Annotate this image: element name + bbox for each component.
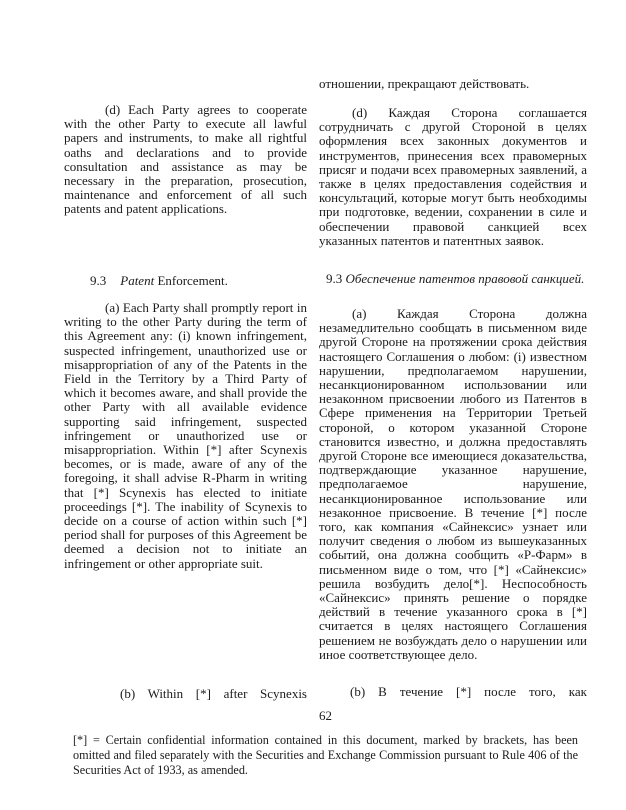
russian-section-title-italic: Обеспечение патентов правовой санкцией.	[345, 271, 585, 286]
english-paragraph-a: (a) Each Party shall promptly report in writing to the other Party during the term of this Agreement any: (i) known infringement, suspected infringement, unauthorized use or misappropriation of any of the Patents in the Field in the Territory by a Third Party of which it becomes aware, and shall provide the other Party with all available evidence supporting said infringement, suspected infringement or unauthorized use or misappropriation. Within [*] after Scynexis becomes, or is made, aware of any of the foregoing, it shall advise R-Pharm in writing that [*] Scynexis has elected to initiate proceedings [*]. The inability of Scynexis to decide on a course of action within such [*] period shall for purposes of this Agreement be deemed a decision not to initiate an infringement or other appropriate suit.	[64, 300, 307, 571]
russian-section-number: 9.3	[326, 271, 343, 286]
confidentiality-footnote: [*] = Certain confidential information contained in this document, marked by brackets, has been omitted and filed separately with the Securities and Exchange Commission pursuant to Rule 406 of the Securities Act of 1933, as amended.	[73, 733, 578, 777]
russian-paragraph-a: (a) Каждая Сторона должна незамедлительно сообщать в письменном виде другой Стороне на протяжении срока действия настоящего Соглашения о любом: (i) известном нарушении, предполагаемом нарушении, несанкционированном использовании или незаконном присвоении любого из Патентов в Сфере применения на Территории Третьей стороной, о котором указанной Стороне становится известно, и должна предоставлять другой Стороне все имеющиеся доказательства, подтверждающие указанное нарушение, предполагаемое нарушение, несанкционированное использование или незаконное присвоение. В течение [*] после того, как компания «Сайнексис» узнает или получит сведения о любом из вышеуказанных событий, она должна сообщить «Р-Фарм» в письменном виде о том, что [*] «Сайнексис» решила возбудить дело[*]. Неспособность «Сайнексис» принять решение о порядке действий в течение указанного срока в [*] считается в целях настоящего Соглашения решением не возбуждать дело о нарушении или иное соответствующее дело.	[319, 306, 587, 662]
english-section-number: 9.3	[90, 273, 107, 288]
russian-paragraph-b-partial: (b) В течение [*] после того, как	[350, 684, 587, 699]
english-section-heading	[64, 274, 307, 288]
english-section-title-italic: Patent	[120, 273, 155, 288]
russian-continuation-line: отношении, прекращают действовать.	[319, 76, 530, 91]
russian-section-heading	[319, 272, 587, 286]
russian-paragraph-d: (d) Каждая Сторона соглашается сотрудничать с другой Стороной в целях оформления всех законных документов и инструментов, принесения всех правомерных присяг и подачи всех правомерных заявлений, а также в целях предоставления содействия и консультаций, которые могут быть необходимы при подготовке, ведении, сохранении в силе и обеспечении правовой санкцией всех указанных патентов и патентных заявок.	[319, 105, 587, 248]
page-number: 62	[319, 708, 332, 723]
english-paragraph-d: (d) Each Party agrees to cooperate with the other Party to execute all lawful papers and instruments, to make all rightful oaths and declarations and to provide consultation and assistance as may be necessary in the preparation, prosecution, maintenance and enforcement of all such patents and patent applications.	[64, 102, 307, 217]
english-section-title-rest: Enforcement.	[154, 273, 228, 288]
english-paragraph-b-partial: (b) Within [*] after Scynexis	[120, 686, 307, 701]
